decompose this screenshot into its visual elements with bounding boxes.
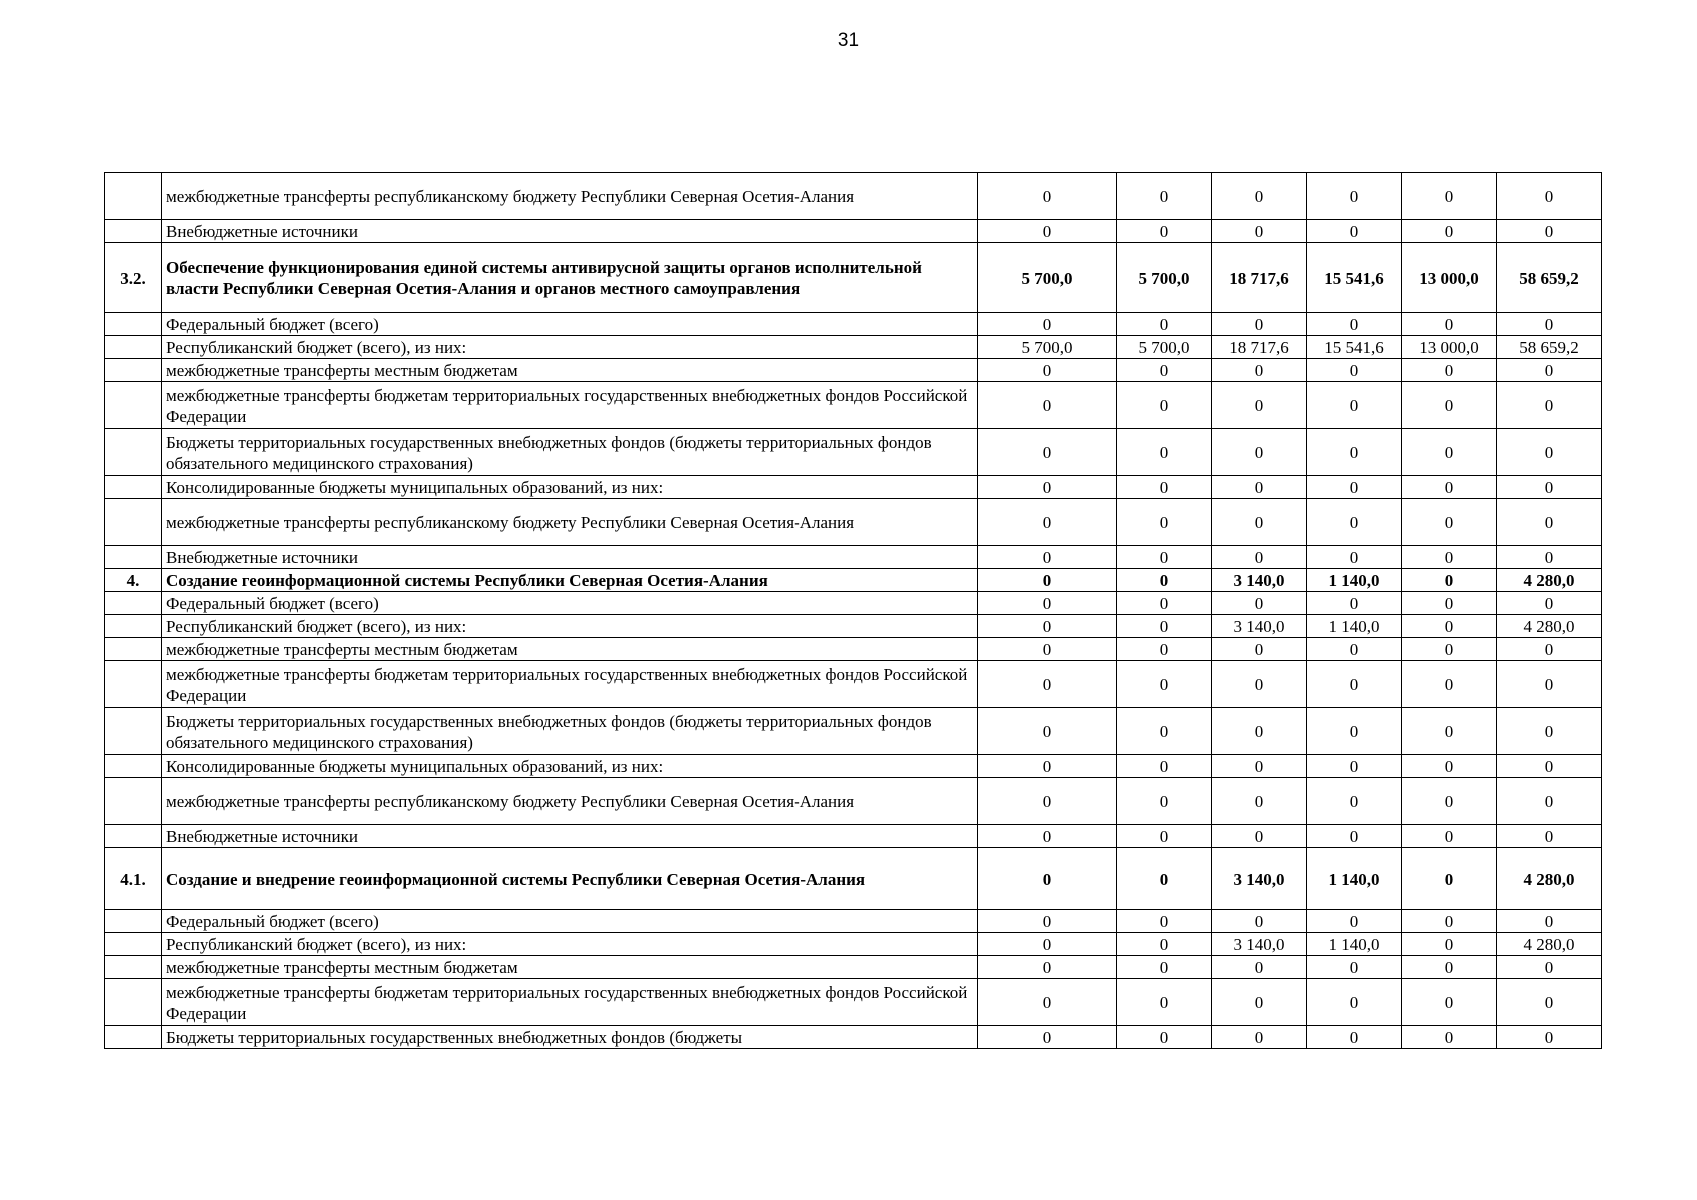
value-cell: 0 (1402, 825, 1497, 848)
value-cell: 0 (1212, 755, 1307, 778)
row-number-cell (105, 429, 162, 476)
value-cell: 0 (1117, 778, 1212, 825)
table-row (105, 933, 1602, 956)
row-number-cell (105, 336, 162, 359)
value-cell: 3 140,0 (1212, 569, 1307, 592)
value-cell: 5 700,0 (978, 243, 1117, 313)
table-row (105, 638, 1602, 661)
value-cell: 0 (1212, 499, 1307, 546)
value-cell: 1 140,0 (1307, 933, 1402, 956)
value-cell: 0 (1402, 755, 1497, 778)
table-row (105, 708, 1602, 755)
value-cell: 0 (978, 313, 1117, 336)
row-number-cell: 4. (105, 569, 162, 592)
value-cell: 4 280,0 (1497, 848, 1602, 910)
row-number-cell (105, 933, 162, 956)
value-cell: 0 (1212, 313, 1307, 336)
row-name-cell: межбюджетные трансферты бюджетам территориальных государственных внебюджетных фондов Российской Федерации (162, 382, 978, 429)
value-cell: 0 (1307, 476, 1402, 499)
row-name-cell: Внебюджетные источники (162, 825, 978, 848)
value-cell: 0 (1117, 220, 1212, 243)
row-name-cell: межбюджетные трансферты республиканскому бюджету Республики Северная Осетия-Алания (162, 499, 978, 546)
value-cell: 0 (1307, 220, 1402, 243)
value-cell: 15 541,6 (1307, 243, 1402, 313)
value-cell: 0 (978, 569, 1117, 592)
row-number-cell (105, 592, 162, 615)
row-number-cell (105, 173, 162, 220)
table-body (105, 173, 1602, 1049)
value-cell: 0 (978, 592, 1117, 615)
row-name-cell: Создание геоинформационной системы Республики Северная Осетия-Алания (162, 569, 978, 592)
table-row (105, 956, 1602, 979)
value-cell: 0 (1212, 1026, 1307, 1049)
value-cell: 0 (1402, 638, 1497, 661)
row-number-cell (105, 615, 162, 638)
value-cell: 0 (1117, 825, 1212, 848)
table-row (105, 1026, 1602, 1049)
row-name-cell: межбюджетные трансферты республиканскому бюджету Республики Северная Осетия-Алания (162, 173, 978, 220)
row-name-cell: межбюджетные трансферты местным бюджетам (162, 956, 978, 979)
value-cell: 0 (1117, 755, 1212, 778)
value-cell: 0 (1497, 313, 1602, 336)
value-cell: 0 (978, 382, 1117, 429)
section-row (105, 569, 1602, 592)
value-cell: 0 (1402, 476, 1497, 499)
value-cell: 0 (1307, 755, 1402, 778)
value-cell: 0 (1402, 615, 1497, 638)
value-cell: 0 (1497, 661, 1602, 708)
row-number-cell (105, 499, 162, 546)
row-name-cell: Республиканский бюджет (всего), из них: (162, 933, 978, 956)
row-name-cell: межбюджетные трансферты республиканскому бюджету Республики Северная Осетия-Алания (162, 778, 978, 825)
value-cell: 13 000,0 (1402, 336, 1497, 359)
value-cell: 0 (1402, 979, 1497, 1026)
value-cell: 0 (978, 499, 1117, 546)
row-number-cell (105, 661, 162, 708)
value-cell: 3 140,0 (1212, 933, 1307, 956)
row-number-cell (105, 359, 162, 382)
value-cell: 0 (1402, 569, 1497, 592)
value-cell: 0 (1402, 592, 1497, 615)
value-cell: 0 (1497, 499, 1602, 546)
table-row (105, 592, 1602, 615)
value-cell: 0 (1117, 848, 1212, 910)
row-name-cell: Обеспечение функционирования единой системы антивирусной защиты органов исполнительной власти Республики Северная Осетия-Алания и органов местного самоуправления (162, 243, 978, 313)
value-cell: 5 700,0 (1117, 336, 1212, 359)
row-number-cell: 4.1. (105, 848, 162, 910)
row-name-cell: Бюджеты территориальных государственных внебюджетных фондов (бюджеты территориальных фондов обязательного медицинского страхования) (162, 708, 978, 755)
value-cell: 0 (1497, 546, 1602, 569)
value-cell: 0 (978, 173, 1117, 220)
value-cell: 58 659,2 (1497, 243, 1602, 313)
value-cell: 0 (1307, 956, 1402, 979)
row-name-cell: Внебюджетные источники (162, 546, 978, 569)
value-cell: 0 (1212, 429, 1307, 476)
row-number-cell (105, 910, 162, 933)
value-cell: 0 (978, 755, 1117, 778)
value-cell: 0 (978, 708, 1117, 755)
value-cell: 0 (1117, 499, 1212, 546)
table-row (105, 476, 1602, 499)
value-cell: 0 (1497, 825, 1602, 848)
value-cell: 1 140,0 (1307, 615, 1402, 638)
row-name-cell: межбюджетные трансферты бюджетам территориальных государственных внебюджетных фондов Российской Федерации (162, 979, 978, 1026)
value-cell: 0 (978, 615, 1117, 638)
value-cell: 0 (978, 910, 1117, 933)
table-row (105, 755, 1602, 778)
table-row (105, 313, 1602, 336)
value-cell: 0 (1117, 569, 1212, 592)
value-cell: 5 700,0 (1117, 243, 1212, 313)
value-cell: 0 (1402, 933, 1497, 956)
row-number-cell (105, 313, 162, 336)
value-cell: 0 (1212, 173, 1307, 220)
value-cell: 4 280,0 (1497, 569, 1602, 592)
value-cell: 0 (1117, 933, 1212, 956)
value-cell: 18 717,6 (1212, 336, 1307, 359)
table-row (105, 382, 1602, 429)
row-number-cell (105, 382, 162, 429)
table-row (105, 661, 1602, 708)
table-row (105, 778, 1602, 825)
value-cell: 0 (978, 956, 1117, 979)
value-cell: 0 (1402, 661, 1497, 708)
table-row (105, 499, 1602, 546)
row-name-cell: Федеральный бюджет (всего) (162, 910, 978, 933)
value-cell: 0 (1307, 661, 1402, 708)
value-cell: 1 140,0 (1307, 569, 1402, 592)
value-cell: 0 (978, 359, 1117, 382)
value-cell: 0 (978, 429, 1117, 476)
row-name-cell: Бюджеты территориальных государственных внебюджетных фондов (бюджеты (162, 1026, 978, 1049)
value-cell: 1 140,0 (1307, 848, 1402, 910)
table-row (105, 336, 1602, 359)
row-number-cell: 3.2. (105, 243, 162, 313)
value-cell: 18 717,6 (1212, 243, 1307, 313)
value-cell: 15 541,6 (1307, 336, 1402, 359)
budget-table (104, 172, 1602, 1049)
value-cell: 0 (1402, 382, 1497, 429)
value-cell: 0 (1117, 708, 1212, 755)
table-row (105, 825, 1602, 848)
section-row (105, 848, 1602, 910)
value-cell: 0 (1497, 956, 1602, 979)
value-cell: 0 (1307, 382, 1402, 429)
row-name-cell: межбюджетные трансферты местным бюджетам (162, 638, 978, 661)
table-row (105, 359, 1602, 382)
table-row (105, 910, 1602, 933)
value-cell: 0 (1117, 429, 1212, 476)
value-cell: 0 (1497, 910, 1602, 933)
value-cell: 0 (1402, 220, 1497, 243)
value-cell: 0 (1212, 220, 1307, 243)
value-cell: 0 (1402, 546, 1497, 569)
section-row (105, 243, 1602, 313)
value-cell: 0 (978, 848, 1117, 910)
value-cell: 0 (1117, 382, 1212, 429)
row-number-cell (105, 755, 162, 778)
row-number-cell (105, 220, 162, 243)
value-cell: 0 (1497, 359, 1602, 382)
value-cell: 0 (1212, 638, 1307, 661)
value-cell: 0 (1117, 359, 1212, 382)
value-cell: 0 (1497, 708, 1602, 755)
row-number-cell (105, 476, 162, 499)
row-name-cell: Республиканский бюджет (всего), из них: (162, 336, 978, 359)
row-name-cell: межбюджетные трансферты бюджетам территориальных государственных внебюджетных фондов Российской Федерации (162, 661, 978, 708)
row-number-cell (105, 546, 162, 569)
value-cell: 13 000,0 (1402, 243, 1497, 313)
value-cell: 0 (1307, 429, 1402, 476)
value-cell: 0 (1497, 1026, 1602, 1049)
value-cell: 0 (1402, 1026, 1497, 1049)
value-cell: 0 (1402, 956, 1497, 979)
value-cell: 0 (1212, 476, 1307, 499)
value-cell: 0 (1212, 910, 1307, 933)
row-number-cell (105, 638, 162, 661)
value-cell: 0 (1117, 956, 1212, 979)
value-cell: 0 (1212, 359, 1307, 382)
table-row (105, 546, 1602, 569)
row-number-cell (105, 778, 162, 825)
value-cell: 5 700,0 (978, 336, 1117, 359)
value-cell: 0 (978, 476, 1117, 499)
row-name-cell: Бюджеты территориальных государственных внебюджетных фондов (бюджеты территориальных фондов обязательного медицинского страхования) (162, 429, 978, 476)
value-cell: 0 (1307, 778, 1402, 825)
value-cell: 0 (1212, 661, 1307, 708)
value-cell: 0 (1307, 546, 1402, 569)
value-cell: 0 (1307, 1026, 1402, 1049)
value-cell: 0 (1402, 778, 1497, 825)
row-name-cell: Консолидированные бюджеты муниципальных образований, из них: (162, 476, 978, 499)
value-cell: 0 (1497, 220, 1602, 243)
value-cell: 0 (1212, 979, 1307, 1026)
value-cell: 0 (978, 825, 1117, 848)
value-cell: 0 (1402, 359, 1497, 382)
value-cell: 3 140,0 (1212, 848, 1307, 910)
row-number-cell (105, 979, 162, 1026)
row-name-cell: Федеральный бюджет (всего) (162, 592, 978, 615)
row-name-cell: Федеральный бюджет (всего) (162, 313, 978, 336)
value-cell: 0 (978, 778, 1117, 825)
value-cell: 0 (1117, 979, 1212, 1026)
value-cell: 0 (1497, 382, 1602, 429)
value-cell: 0 (978, 661, 1117, 708)
value-cell: 0 (1212, 956, 1307, 979)
value-cell: 58 659,2 (1497, 336, 1602, 359)
value-cell: 0 (1402, 848, 1497, 910)
value-cell: 0 (1307, 825, 1402, 848)
value-cell: 0 (978, 220, 1117, 243)
table-row (105, 173, 1602, 220)
row-name-cell: Внебюджетные источники (162, 220, 978, 243)
value-cell: 0 (1212, 546, 1307, 569)
value-cell: 0 (1307, 638, 1402, 661)
row-name-cell: Республиканский бюджет (всего), из них: (162, 615, 978, 638)
value-cell: 0 (1117, 546, 1212, 569)
value-cell: 0 (1117, 1026, 1212, 1049)
value-cell: 0 (1117, 313, 1212, 336)
value-cell: 0 (1212, 778, 1307, 825)
value-cell: 4 280,0 (1497, 933, 1602, 956)
value-cell: 0 (1402, 313, 1497, 336)
value-cell: 0 (1402, 429, 1497, 476)
value-cell: 0 (1307, 592, 1402, 615)
value-cell: 0 (1497, 755, 1602, 778)
value-cell: 3 140,0 (1212, 615, 1307, 638)
value-cell: 0 (1117, 592, 1212, 615)
value-cell: 0 (1497, 979, 1602, 1026)
row-number-cell (105, 1026, 162, 1049)
value-cell: 0 (1497, 429, 1602, 476)
value-cell: 0 (1402, 708, 1497, 755)
value-cell: 0 (1307, 708, 1402, 755)
value-cell: 0 (1117, 615, 1212, 638)
row-name-cell: межбюджетные трансферты местным бюджетам (162, 359, 978, 382)
value-cell: 0 (1117, 173, 1212, 220)
value-cell: 0 (978, 979, 1117, 1026)
row-name-cell: Создание и внедрение геоинформационной системы Республики Северная Осетия-Алания (162, 848, 978, 910)
table-row (105, 429, 1602, 476)
value-cell: 0 (1307, 359, 1402, 382)
value-cell: 0 (1497, 476, 1602, 499)
value-cell: 0 (1307, 979, 1402, 1026)
value-cell: 0 (1307, 910, 1402, 933)
value-cell: 0 (1497, 638, 1602, 661)
value-cell: 4 280,0 (1497, 615, 1602, 638)
value-cell: 0 (1402, 910, 1497, 933)
value-cell: 0 (978, 638, 1117, 661)
page-number: 31 (837, 30, 860, 51)
table-row (105, 220, 1602, 243)
value-cell: 0 (1307, 499, 1402, 546)
value-cell: 0 (1402, 173, 1497, 220)
table-row (105, 979, 1602, 1026)
value-cell: 0 (1497, 592, 1602, 615)
value-cell: 0 (1307, 173, 1402, 220)
row-number-cell (105, 708, 162, 755)
value-cell: 0 (978, 933, 1117, 956)
value-cell: 0 (1117, 638, 1212, 661)
value-cell: 0 (1212, 592, 1307, 615)
value-cell: 0 (1497, 778, 1602, 825)
value-cell: 0 (978, 1026, 1117, 1049)
row-number-cell (105, 825, 162, 848)
value-cell: 0 (1212, 382, 1307, 429)
value-cell: 0 (1117, 661, 1212, 708)
value-cell: 0 (1212, 825, 1307, 848)
value-cell: 0 (1117, 476, 1212, 499)
value-cell: 0 (1117, 910, 1212, 933)
value-cell: 0 (1307, 313, 1402, 336)
value-cell: 0 (1212, 708, 1307, 755)
row-name-cell: Консолидированные бюджеты муниципальных образований, из них: (162, 755, 978, 778)
value-cell: 0 (1402, 499, 1497, 546)
row-number-cell (105, 956, 162, 979)
value-cell: 0 (978, 546, 1117, 569)
table-row (105, 615, 1602, 638)
value-cell: 0 (1497, 173, 1602, 220)
